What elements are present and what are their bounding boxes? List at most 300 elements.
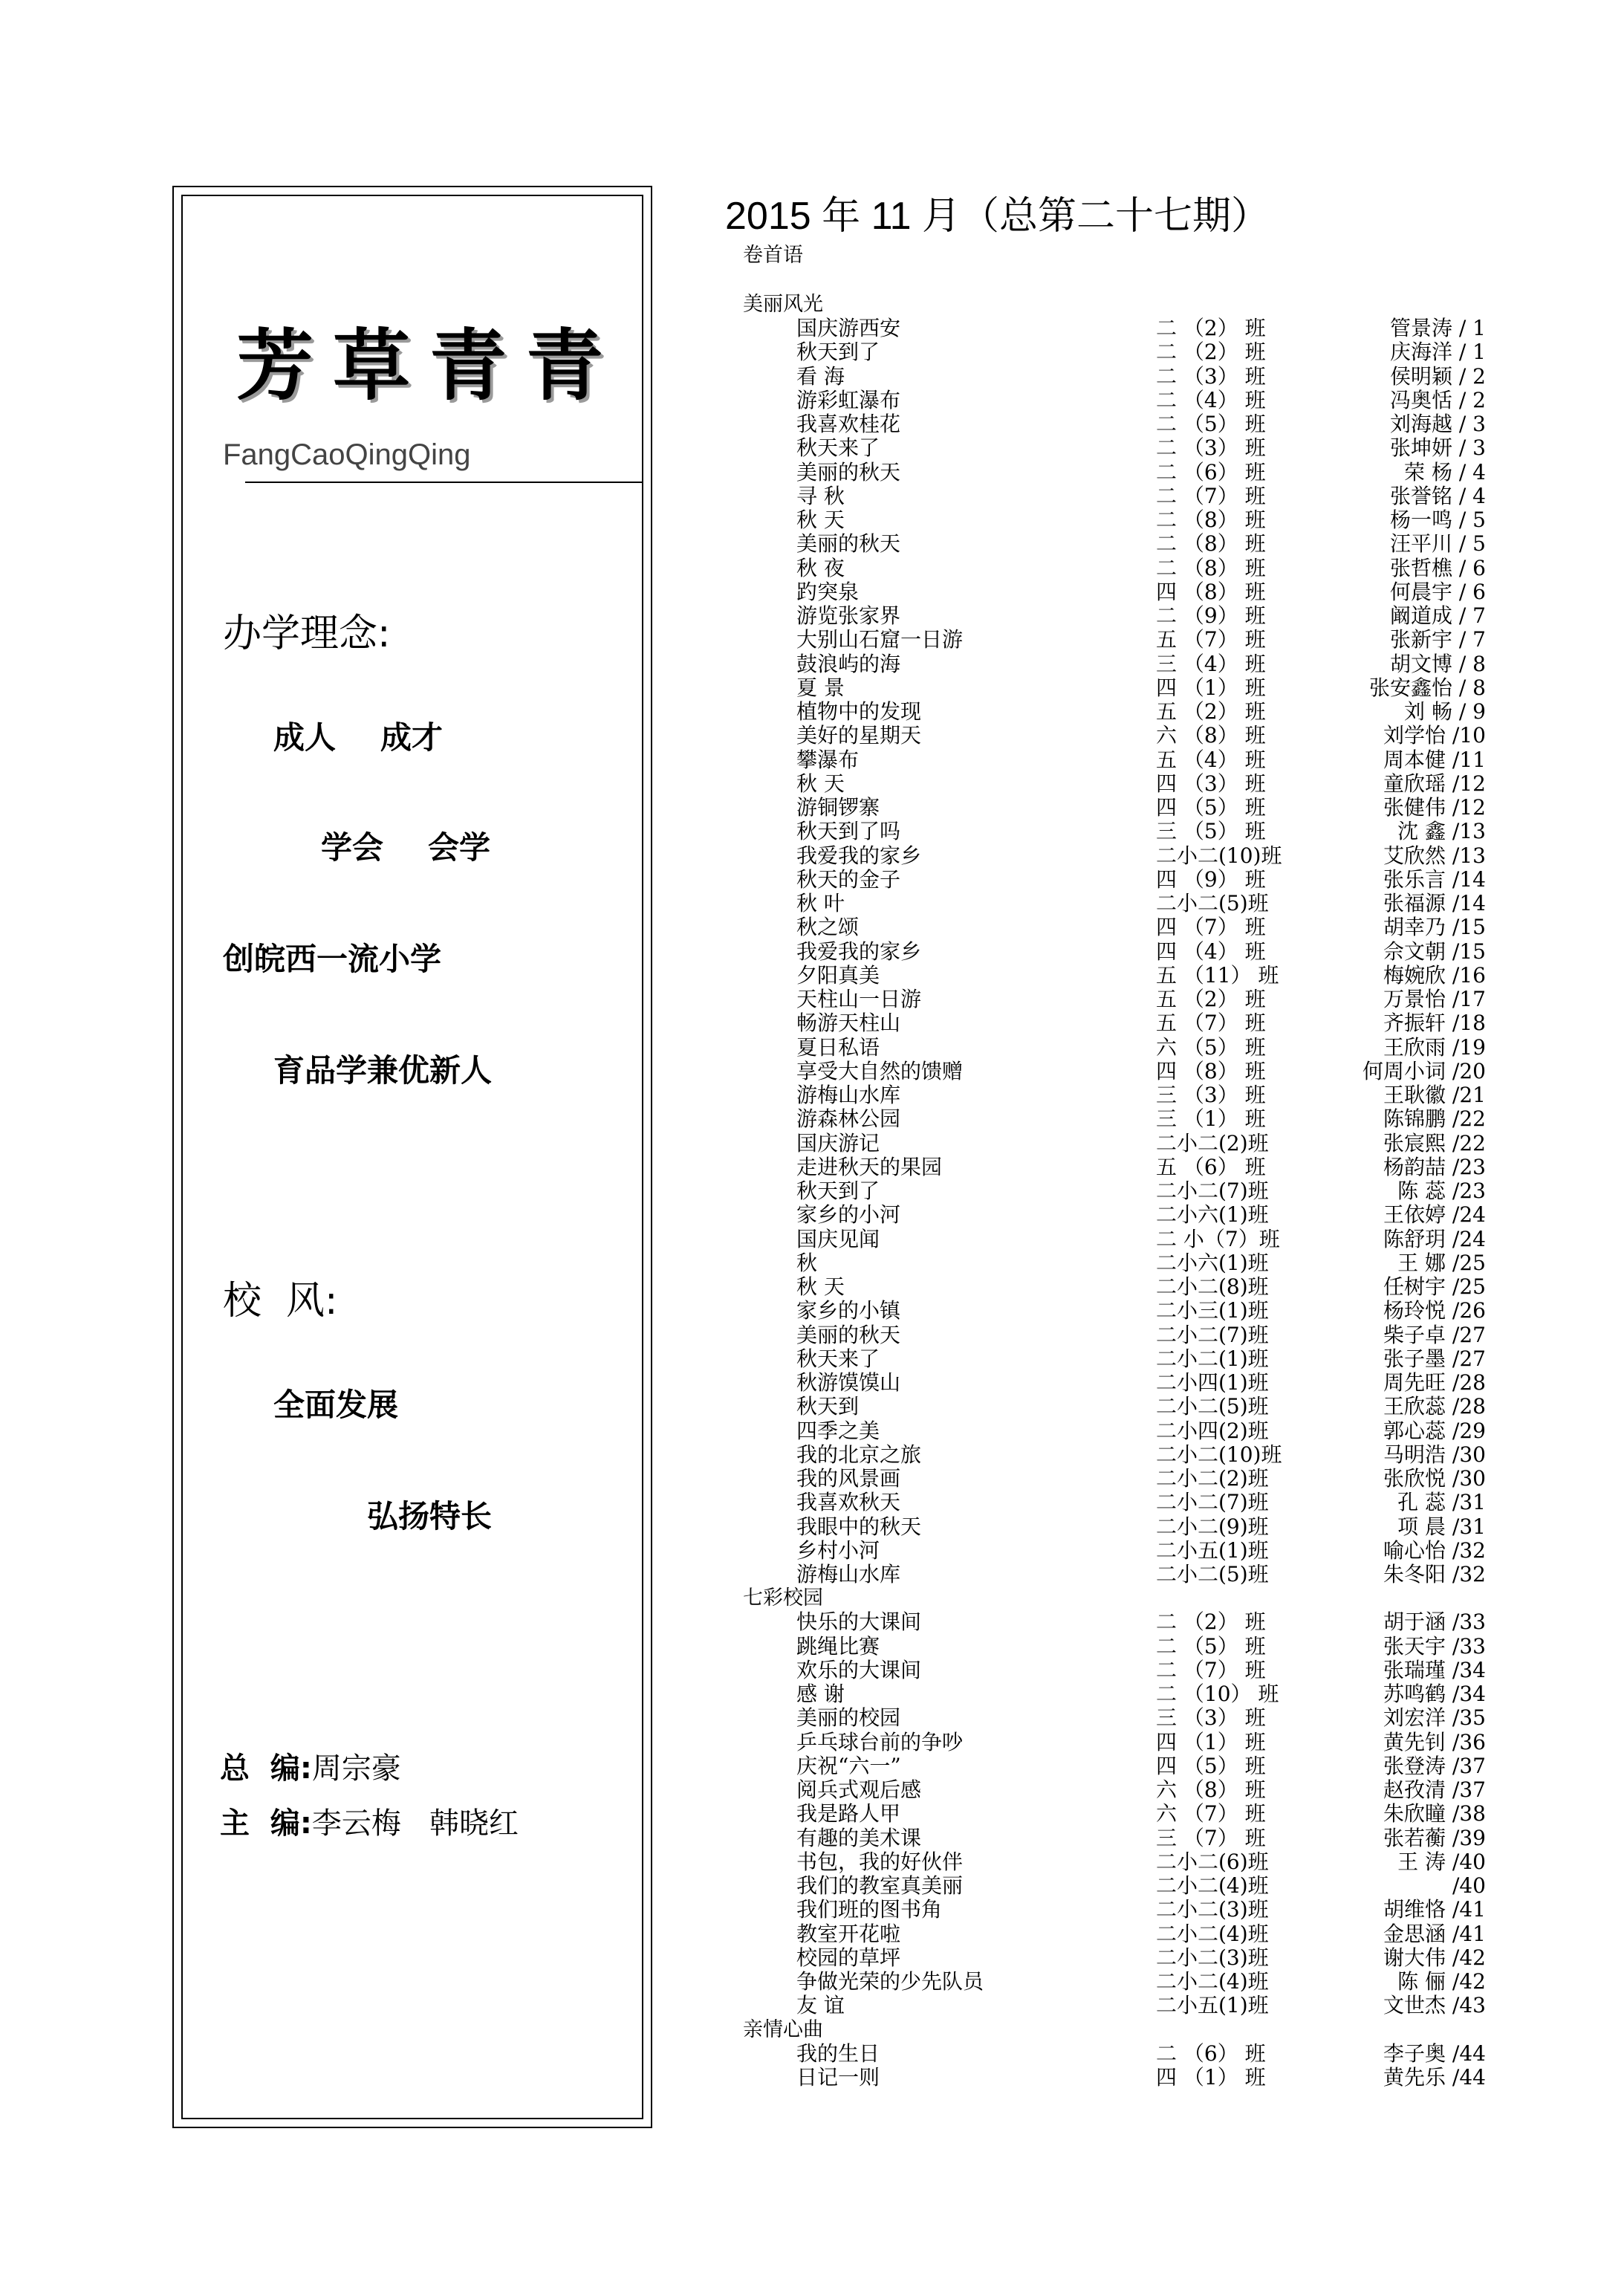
toc-entry: [743, 1228, 1486, 1251]
entry-title: 游览张家界: [796, 603, 901, 628]
toc-entry: [743, 2066, 1486, 2090]
entry-author-page: 庆海洋 / 1: [1389, 340, 1486, 365]
entry-title: 攀瀑布: [796, 747, 860, 772]
entry-class: 三 （7） 班: [1156, 1825, 1266, 1850]
toc-entry: [743, 748, 1486, 772]
section-heading: 亲情心曲: [743, 2017, 823, 2041]
entry-author-page: 张欣悦 /30: [1383, 1466, 1486, 1491]
toc-entry: [743, 365, 1486, 389]
entry-class: 二小五(1)班: [1156, 1993, 1269, 2018]
entry-title: 秋 天: [796, 1274, 845, 1299]
entry-class: 二小二(6)班: [1156, 1849, 1269, 1874]
entry-class: 二小三(1)班: [1156, 1298, 1269, 1323]
entry-title: 有趣的美术课: [796, 1825, 922, 1850]
entry-author-page: 黄先乐 /44: [1383, 2064, 1486, 2090]
toc-entry: [743, 1443, 1486, 1467]
entry-class: 二小四(2)班: [1156, 1418, 1269, 1443]
entry-author-page: 周本健 /11: [1383, 747, 1486, 772]
entry-class: 二小二(3)班: [1156, 1897, 1269, 1922]
entry-title: 跳绳比赛: [796, 1633, 880, 1659]
toc-entry: [743, 1299, 1486, 1323]
toc-entry: [743, 1731, 1486, 1754]
section-heading: 美丽风光: [743, 293, 823, 316]
entry-author-page: 何周小词 /20: [1362, 1058, 1486, 1083]
entry-class: 二 （7） 班: [1156, 1657, 1266, 1682]
toc-entry: [743, 892, 1486, 915]
entry-class: 二小二(2)班: [1156, 1130, 1269, 1155]
entry-title: 日记一则: [796, 2064, 880, 2090]
toc-entry: [743, 1395, 1486, 1419]
toc-entry: [743, 1203, 1486, 1227]
entry-author-page: 陈 俪 /42: [1397, 1969, 1486, 1994]
entry-class: 二 （3） 班: [1156, 363, 1266, 389]
toc-entry: [743, 1659, 1486, 1682]
entry-author-page: 刘学怡 /10: [1383, 723, 1486, 748]
toc-entry: [743, 1706, 1486, 1730]
entry-title: 感 谢: [796, 1682, 845, 1706]
toc-entry: [743, 508, 1486, 532]
entry-title: 夏 景: [796, 675, 845, 700]
entry-title: 欢乐的大课间: [796, 1657, 922, 1682]
entry-class: 二 （2） 班: [1156, 316, 1266, 340]
toc-entry: [743, 1610, 1486, 1634]
entry-author-page: 孔 蕊 /31: [1397, 1490, 1486, 1515]
entry-author-page: 张福源 /14: [1383, 891, 1486, 915]
entry-author-page: 张坤妍 / 3: [1389, 435, 1486, 461]
entry-title: 秋天到了: [796, 1179, 880, 1203]
chief-editor-line: [220, 1745, 401, 1787]
entry-class: 二小二(5)班: [1156, 1394, 1269, 1419]
entry-title: 寻 秋: [796, 483, 845, 508]
spirit-line-2: 弘扬特长: [367, 1498, 493, 1534]
toc-entry: [743, 1946, 1486, 1970]
entry-title: 秋天到: [796, 1394, 860, 1419]
entry-author-page: 冯奥恬 / 2: [1389, 387, 1486, 412]
entry-class: 四 （8） 班: [1156, 579, 1266, 604]
toc-entry: [743, 436, 1486, 460]
entry-class: 五 （7） 班: [1156, 1011, 1266, 1036]
entry-title: 国庆见闻: [796, 1226, 880, 1251]
entry-class: 五 （2） 班: [1156, 699, 1266, 724]
toc-entry: [743, 1155, 1486, 1179]
entry-title: 美好的星期天: [796, 723, 922, 748]
toc-entry: [743, 1419, 1486, 1443]
toc-entry: [743, 1467, 1486, 1491]
table-of-contents: [743, 244, 1486, 2090]
entry-author-page: /40: [1452, 1873, 1486, 1898]
toc-entry: [743, 317, 1486, 340]
entry-author-page: 荣 杨 / 4: [1404, 459, 1486, 484]
philosophy-line-3: 创皖西一流小学: [223, 941, 442, 977]
entry-class: 二 （2） 班: [1156, 340, 1266, 365]
toc-entry: [743, 1994, 1486, 2017]
entry-author-page: 黄先钊 /36: [1383, 1729, 1486, 1754]
entry-title: 秋: [796, 1250, 818, 1275]
entry-class: 二小二(9)班: [1156, 1514, 1269, 1539]
entry-title: 我爱我的家乡: [796, 939, 922, 964]
toc-entry: [743, 532, 1486, 556]
entry-class: 二 （7） 班: [1156, 483, 1266, 508]
entry-class: 二小二(1)班: [1156, 1346, 1269, 1371]
entry-title: 美丽的校园: [796, 1705, 901, 1731]
entry-author-page: 张瑞瑾 /34: [1383, 1657, 1486, 1682]
entry-title: 大别山石窟一日游: [796, 627, 964, 652]
entry-author-page: 郭心蕊 /29: [1383, 1418, 1486, 1443]
entry-author-page: 何晨宇 / 6: [1389, 579, 1486, 604]
entry-class: 六 （8） 班: [1156, 1777, 1266, 1802]
entry-author-page: 刘宏洋 /35: [1383, 1705, 1486, 1731]
entry-author-page: 李子奥 /44: [1383, 2040, 1486, 2066]
entry-title: 鼓浪屿的海: [796, 651, 901, 676]
entry-class: 二 （5） 班: [1156, 1633, 1266, 1659]
entry-title: 秋 天: [796, 508, 845, 532]
entry-title: 快乐的大课间: [796, 1610, 922, 1635]
toc-entry: [743, 604, 1486, 628]
motto-word: 会学: [428, 829, 491, 866]
toc-entry: [743, 1563, 1486, 1586]
toc-entry: [743, 1371, 1486, 1395]
entry-title: 美丽的秋天: [796, 531, 901, 557]
entry-author-page: 王耿徽 /21: [1383, 1083, 1486, 1107]
entry-class: 三 （3） 班: [1156, 1083, 1266, 1107]
entry-class: 四 （5） 班: [1156, 1753, 1266, 1778]
entry-class: 二小二(5)班: [1156, 891, 1269, 915]
entry-author-page: 张若蘅 /39: [1383, 1825, 1486, 1850]
toc-entry: [743, 484, 1486, 508]
toc-entry: [743, 628, 1486, 652]
entry-author-page: 管景涛 / 1: [1389, 316, 1486, 340]
toc-entry: [743, 1778, 1486, 1802]
entry-author-page: 柴子卓 /27: [1383, 1322, 1486, 1347]
entry-title: 我喜欢桂花: [796, 412, 901, 436]
entry-title: 争做光荣的少先队员: [796, 1969, 984, 1994]
entry-author-page: 万景怡 /17: [1383, 987, 1486, 1011]
issue-title: 2015 年 11 月（总第二十七期）: [725, 195, 1270, 238]
entry-class: 二 （5） 班: [1156, 412, 1266, 436]
entry-class: 五 （4） 班: [1156, 747, 1266, 772]
entry-author-page: 张誉铭 / 4: [1389, 483, 1486, 508]
entry-class: 二 （8） 班: [1156, 508, 1266, 532]
entry-author-page: 张安鑫怡 / 8: [1368, 675, 1486, 700]
entry-author-page: 胡幸乃 /15: [1383, 915, 1486, 940]
toc-entry: [743, 700, 1486, 724]
entry-title: 庆祝“六一”: [796, 1753, 901, 1778]
toc-entry: [743, 988, 1486, 1011]
toc-entry: [743, 412, 1486, 436]
entry-class: 二小二(4)班: [1156, 1921, 1269, 1946]
entry-author-page: 陈锦鹏 /22: [1383, 1106, 1486, 1132]
entry-class: 二 （8） 班: [1156, 531, 1266, 557]
entry-title: 游梅山水库: [796, 1083, 901, 1107]
toc-entry: [743, 580, 1486, 604]
motto-word: 成才: [380, 719, 444, 756]
entry-title: 家乡的小镇: [796, 1298, 901, 1323]
chief-editor-label: 总 编:: [220, 1751, 312, 1786]
entry-title: 植物中的发现: [796, 699, 922, 724]
toc-entry: [743, 461, 1486, 484]
section-heading: 七彩校园: [743, 1586, 823, 1610]
entry-class: 三 （5） 班: [1156, 819, 1266, 844]
entry-author-page: 张乐言 /14: [1383, 866, 1486, 892]
entry-author-page: 谢大伟 /42: [1383, 1945, 1486, 1970]
entry-author-page: 王依婷 /24: [1383, 1202, 1486, 1228]
entry-title: 走进秋天的果园: [796, 1154, 943, 1179]
entry-class: 四 （4） 班: [1156, 939, 1266, 964]
toc-entry: [743, 1275, 1486, 1299]
toc-entry: [743, 940, 1486, 964]
entry-title: 游森林公园: [796, 1106, 901, 1132]
entry-title: 校园的草坪: [796, 1945, 901, 1970]
entry-author-page: 王欣雨 /19: [1383, 1034, 1486, 1060]
toc-entry: [743, 1539, 1486, 1563]
toc-entry: [743, 964, 1486, 988]
editors-line: [220, 1800, 519, 1842]
toc-entry: [743, 1922, 1486, 1946]
entry-class: 二 （6） 班: [1156, 459, 1266, 484]
entry-title: 天柱山一日游: [796, 987, 922, 1011]
entry-title: 国庆游西安: [796, 316, 901, 340]
entry-author-page: 艾欣然 /13: [1383, 843, 1486, 868]
school-spirit-heading: 校 风:: [223, 1279, 338, 1323]
entry-title: 阅兵式观后感: [796, 1777, 922, 1802]
motto-word: 学会: [321, 829, 384, 866]
motto-word: 成人: [273, 719, 337, 756]
entry-class: 二小六(1)班: [1156, 1250, 1269, 1275]
entry-title: 夏日私语: [796, 1034, 880, 1060]
entry-class: 二小二(7)班: [1156, 1490, 1269, 1515]
toc-entry: [743, 1754, 1486, 1778]
toc-entry: [743, 1850, 1486, 1874]
entry-author-page: 陈舒玥 /24: [1383, 1226, 1486, 1251]
toc-entry: [743, 676, 1486, 700]
toc-entry: [743, 340, 1486, 364]
entry-class: 二小二(2)班: [1156, 1466, 1269, 1491]
entry-title: 秋 天: [796, 771, 845, 796]
toc-entry: [743, 1682, 1486, 1706]
toc-entry: [743, 1251, 1486, 1275]
entry-title: 我们的教室真美丽: [796, 1873, 964, 1898]
entry-author-page: 刘 畅 / 9: [1404, 699, 1486, 724]
entry-class: 二 （6） 班: [1156, 2040, 1266, 2066]
entry-author-page: 胡维恪 /41: [1383, 1897, 1486, 1922]
entry-class: 四 （1） 班: [1156, 1729, 1266, 1754]
entry-class: 五 （11） 班: [1156, 962, 1279, 988]
entry-author-page: 张子墨 /27: [1383, 1346, 1486, 1371]
entry-author-page: 梅婉欣 /16: [1383, 962, 1486, 988]
entry-title: 教室开花啦: [796, 1921, 901, 1946]
entry-class: 二小二(10)班: [1156, 1442, 1282, 1467]
toc-entry: [743, 915, 1486, 939]
philosophy-line-4: 育品学兼优新人: [273, 1052, 493, 1089]
entry-author-page: 王 涛 /40: [1397, 1849, 1486, 1874]
entry-author-page: 张登涛 /37: [1383, 1753, 1486, 1778]
entry-author-page: 张健伟 /12: [1383, 795, 1486, 820]
entry-class: 二小二(7)班: [1156, 1179, 1269, 1203]
toc-entry: [743, 796, 1486, 820]
entry-author-page: 张新宇 / 7: [1389, 627, 1486, 652]
toc-entry: [743, 1635, 1486, 1659]
chief-editor-name: 周宗豪: [311, 1751, 401, 1786]
toc-entry: [743, 1347, 1486, 1371]
entry-class: 四 （8） 班: [1156, 1058, 1266, 1083]
entry-class: 二 （4） 班: [1156, 387, 1266, 412]
entry-title: 家乡的小河: [796, 1202, 901, 1228]
entry-author-page: 喻心怡 /32: [1383, 1537, 1486, 1563]
preface-spacer: [743, 268, 1486, 293]
entry-author-page: 阚道成 / 7: [1389, 603, 1486, 628]
entry-class: 二小二(5)班: [1156, 1562, 1269, 1586]
entry-class: 四 （5） 班: [1156, 795, 1266, 820]
entry-class: 四 （7） 班: [1156, 915, 1266, 940]
entry-class: 二 （2） 班: [1156, 1610, 1266, 1635]
toc-entry: [743, 868, 1486, 892]
entry-class: 二 小（7）班: [1156, 1226, 1280, 1251]
entry-class: 六 （5） 班: [1156, 1034, 1266, 1060]
entry-class: 四 （1） 班: [1156, 2064, 1266, 2090]
entry-author-page: 侯明颖 / 2: [1389, 363, 1486, 389]
toc-entry: [743, 820, 1486, 843]
entry-title: 秋天的金子: [796, 866, 901, 892]
toc-entry: [743, 1083, 1486, 1107]
entry-author-page: 童欣瑶 /12: [1383, 771, 1486, 796]
entry-author-page: 杨玲悦 /26: [1383, 1298, 1486, 1323]
entry-title: 游彩虹瀑布: [796, 387, 901, 412]
entry-class: 三 （1） 班: [1156, 1106, 1266, 1132]
toc-entry: [743, 1491, 1486, 1514]
entry-author-page: 任树宇 /25: [1383, 1274, 1486, 1299]
entry-author-page: 文世杰 /43: [1383, 1993, 1486, 2018]
toc-entry: [743, 1107, 1486, 1131]
entry-title: 我是路人甲: [796, 1801, 901, 1826]
entry-title: 四季之美: [796, 1418, 880, 1443]
entry-title: 秋天来了: [796, 1346, 880, 1371]
entry-class: 四 （9） 班: [1156, 866, 1266, 892]
editor-label: 主 编:: [220, 1806, 312, 1841]
spirit-line-1: 全面发展: [273, 1387, 399, 1423]
entry-title: 我的生日: [796, 2040, 880, 2066]
entry-title: 我的北京之旅: [796, 1442, 922, 1467]
toc-entry: [743, 1826, 1486, 1850]
entry-title: 夕阳真美: [796, 962, 880, 988]
entry-class: 二小二(4)班: [1156, 1969, 1269, 1994]
entry-author-page: 张宸熙 /22: [1383, 1130, 1486, 1155]
toc-entry: [743, 1898, 1486, 1922]
entry-title: 乡村小河: [796, 1537, 880, 1563]
toc-entry: [743, 1323, 1486, 1347]
entry-class: 二小二(3)班: [1156, 1945, 1269, 1970]
entry-class: 二 （10） 班: [1156, 1682, 1279, 1706]
entry-title: 秋天来了: [796, 435, 880, 461]
entry-author-page: 齐振轩 /18: [1383, 1011, 1486, 1036]
entry-author-page: 陈 蕊 /23: [1397, 1179, 1486, 1203]
toc-entry: [743, 844, 1486, 868]
entry-title: 友 谊: [796, 1993, 845, 2018]
entry-title: 书包，我的好伙伴: [796, 1849, 964, 1874]
entry-author-page: 朱冬阳 /32: [1383, 1562, 1486, 1586]
entry-author-page: 苏鸣鹤 /34: [1383, 1682, 1486, 1706]
entry-author-page: 王 娜 /25: [1397, 1250, 1486, 1275]
entry-author-page: 赵孜清 /37: [1383, 1777, 1486, 1802]
toc-entry: [743, 1179, 1486, 1203]
entry-title: 秋之颂: [796, 915, 860, 940]
toc-entry: [743, 1132, 1486, 1155]
toc-entry: [743, 772, 1486, 796]
toc-entry: [743, 1515, 1486, 1539]
entry-title: 我爱我的家乡: [796, 843, 922, 868]
entry-author-page: 杨韵喆 /23: [1383, 1154, 1486, 1179]
entry-class: 五 （6） 班: [1156, 1154, 1266, 1179]
philosophy-heading: 办学理念:: [223, 612, 391, 656]
entry-title: 看 海: [796, 363, 845, 389]
entry-class: 六 （8） 班: [1156, 723, 1266, 748]
entry-author-page: 张天宇 /33: [1383, 1633, 1486, 1659]
entry-class: 二 （8） 班: [1156, 555, 1266, 580]
entry-title: 美丽的秋天: [796, 1322, 901, 1347]
entry-title: 秋 夜: [796, 555, 845, 580]
entry-class: 二小二(8)班: [1156, 1274, 1269, 1299]
entry-title: 游铜锣寨: [796, 795, 880, 820]
magazine-title-latin: FangCaoQingQing: [223, 438, 471, 471]
entry-class: 五 （2） 班: [1156, 987, 1266, 1011]
toc-entry: [743, 1970, 1486, 1994]
toc-entry: [743, 1874, 1486, 1898]
title-underline: [245, 482, 643, 483]
entry-class: 三 （3） 班: [1156, 1705, 1266, 1731]
entry-author-page: 刘海越 / 3: [1389, 412, 1486, 436]
entry-class: 六 （7） 班: [1156, 1801, 1266, 1826]
entry-author-page: 马明浩 /30: [1383, 1442, 1486, 1467]
entry-class: 四 （3） 班: [1156, 771, 1266, 796]
entry-author-page: 佘文朝 /15: [1383, 939, 1486, 964]
entry-class: 二小五(1)班: [1156, 1537, 1269, 1563]
entry-title: 乒乓球台前的争吵: [796, 1729, 964, 1754]
entry-author-page: 沈 鑫 /13: [1397, 819, 1486, 844]
entry-title: 美丽的秋天: [796, 459, 901, 484]
entry-author-page: 项 晨 /31: [1397, 1514, 1486, 1539]
toc-entry: [743, 1011, 1486, 1035]
toc-entry: [743, 1802, 1486, 1826]
entry-class: 四 （1） 班: [1156, 675, 1266, 700]
entry-author-page: 周先旺 /28: [1383, 1370, 1486, 1395]
toc-entry: [743, 557, 1486, 580]
entry-title: 我喜欢秋天: [796, 1490, 901, 1515]
entry-title: 游梅山水库: [796, 1562, 901, 1586]
entry-title: 我的风景画: [796, 1466, 901, 1491]
entry-title: 国庆游记: [796, 1130, 880, 1155]
entry-title: 趵突泉: [796, 579, 860, 604]
toc-entry: [743, 724, 1486, 748]
editor-names: 李云梅 韩晓红: [311, 1806, 519, 1841]
entry-author-page: 胡文博 / 8: [1389, 651, 1486, 676]
entry-class: 二 （9） 班: [1156, 603, 1266, 628]
entry-title: 秋 叶: [796, 891, 845, 915]
entry-class: 二小二(4)班: [1156, 1873, 1269, 1898]
entry-author-page: 胡于涵 /33: [1383, 1610, 1486, 1635]
philosophy-line-2: [321, 823, 490, 868]
entry-class: 三 （4） 班: [1156, 651, 1266, 676]
entry-class: 二小六(1)班: [1156, 1202, 1269, 1228]
entry-author-page: 杨一鸣 / 5: [1389, 508, 1486, 532]
toc-entry: [743, 1036, 1486, 1060]
magazine-title: 芳草青青: [236, 320, 623, 411]
entry-author-page: 朱欣瞳 /38: [1383, 1801, 1486, 1826]
entry-title: 秋天到了: [796, 340, 880, 365]
entry-title: 秋游馍馍山: [796, 1370, 901, 1395]
entry-title: 我眼中的秋天: [796, 1514, 922, 1539]
entry-author-page: 金思涵 /41: [1383, 1921, 1486, 1946]
entry-title: 秋天到了吗: [796, 819, 901, 844]
entry-author-page: 王欣蕊 /28: [1383, 1394, 1486, 1419]
